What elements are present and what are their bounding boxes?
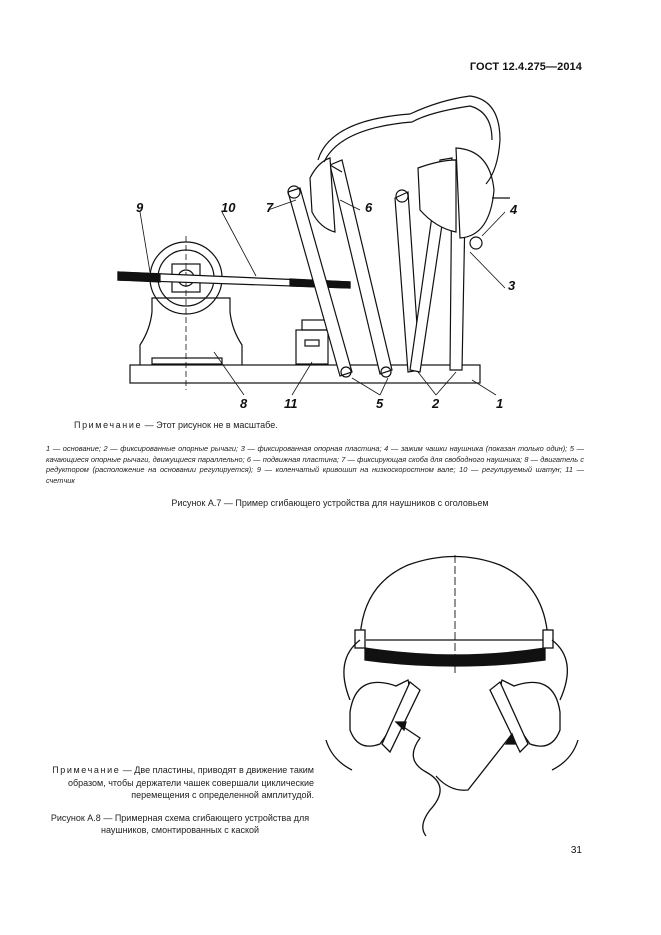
figure8-caption: Рисунок А.8 — Примерная схема сгибающего устройства для наушников, смонтированных с каской [50, 813, 310, 835]
callout-2: 2 [432, 396, 440, 411]
note-word: Примечание [52, 765, 121, 775]
figure8-note [46, 764, 314, 802]
figure7-caption: Рисунок А.7 — Пример сгибающего устройства для наушников с оголовьем [171, 498, 489, 508]
right-mount [543, 630, 553, 648]
callout-3: 3 [508, 278, 516, 293]
figure7-legend: 1 — основание; 2 — фиксированные опорные рычаги; 3 — фиксированная опорная пластина; 4 — зажим чашки наушника (показан только один); 5 — качающиеся опорные рычаги, движущиеся параллельно; 6 — подвижная пластина; 7 — фиксирующая скоба для свободного наушника; 8 — двигатель с редуктором (расположение на основании регулируется); 9 — коленчатый кривошип на низкоскоростном вале; 10 — регулируемый шатун; 11 — счетчик [46, 444, 584, 485]
note-word: Примечание [74, 420, 143, 430]
callout-6: 6 [365, 200, 373, 215]
motion-arrow-wiggle [396, 722, 440, 836]
page-number: 31 [570, 845, 582, 856]
swing-arc-right [552, 740, 578, 770]
callout-10: 10 [221, 200, 236, 215]
right-arm [552, 640, 567, 700]
callout-9: 9 [136, 200, 144, 215]
note-text: — Две пластины, приводят в движение таким образом, чтобы держатели чашек совершали циклические перемещения с определенной амплитудой. [67, 765, 314, 800]
note-text: — Этот рисунок не в масштабе. [142, 420, 278, 430]
callout-8: 8 [240, 396, 248, 411]
callout-4: 4 [510, 202, 518, 217]
standard-header: ГОСТ 12.4.275—2014 [469, 61, 582, 73]
helmet-shell [360, 557, 548, 641]
callout-1: 1 [496, 396, 504, 411]
motion-arrow-right [436, 734, 512, 790]
callout-11: 11 [284, 396, 298, 411]
callout-7: 7 [266, 200, 274, 215]
swing-arc-left [326, 740, 352, 770]
left-mount [355, 630, 365, 648]
callout-5: 5 [376, 396, 384, 411]
